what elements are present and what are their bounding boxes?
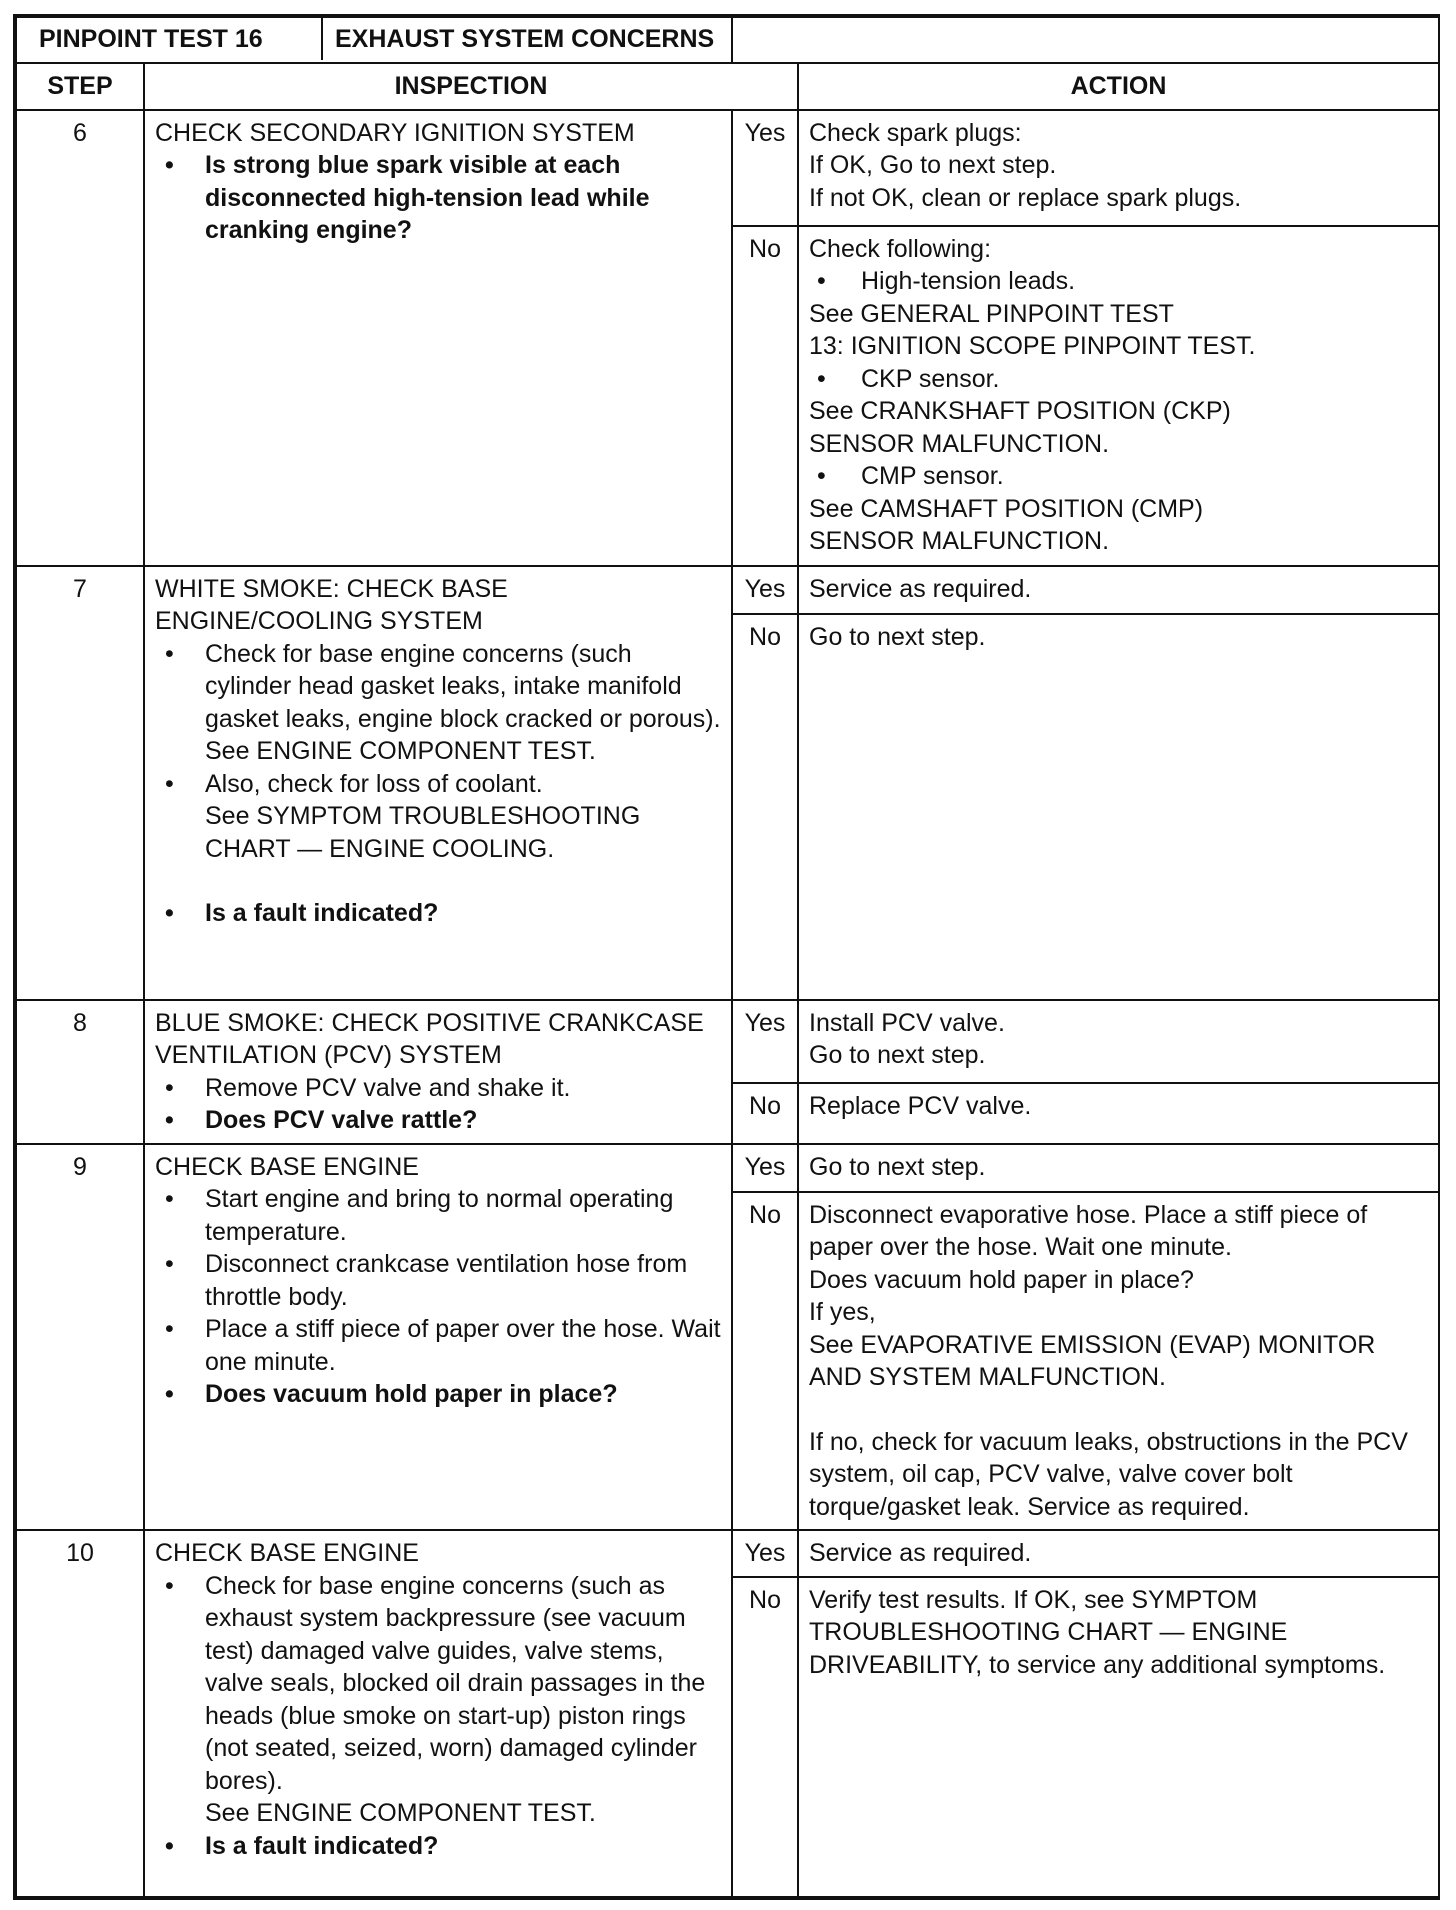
step-6-inspection [144, 110, 732, 566]
reference-text: See ENGINE COMPONENT TEST. [205, 737, 596, 765]
yes-label: Yes [732, 1144, 798, 1192]
action-line: SENSOR MALFUNCTION. [809, 429, 1110, 458]
inspection-bullet [155, 638, 721, 768]
yes-label: Yes [732, 1000, 798, 1083]
action-line: See CAMSHAFT POSITION (CMP) [809, 494, 1204, 523]
step-number: 7 [16, 566, 144, 1000]
inspection-question: • Is a fault indicated? [155, 1830, 721, 1863]
inspection-bullet: • Start engine and bring to normal operating temperature. [155, 1183, 721, 1248]
action-line: See EVAPORATIVE EMISSION (EVAP) MONITOR AND SYSTEM MALFUNCTION. [809, 1330, 1376, 1391]
test-label: PINPOINT TEST 16 [17, 18, 323, 60]
step-9-yes-row [16, 1144, 1439, 1192]
step-10-inspection [144, 1530, 732, 1897]
pinpoint-test-table [15, 16, 1440, 1898]
step-10-yes-row [16, 1530, 1439, 1577]
step-8-inspection [144, 1000, 732, 1144]
column-header-row [16, 63, 1439, 110]
action-line: Go to next step. [809, 1041, 986, 1069]
action-line: Install PCV valve. [809, 1008, 1005, 1037]
inspection-bullet [155, 1570, 721, 1830]
action-line: Does vacuum hold paper in place? [809, 1265, 1194, 1294]
yes-action: Go to next step. [798, 1144, 1439, 1192]
bullet-text: Check for base engine concerns (such as exhaust system backpressure (see vacuum test) damaged valve guides, valve stems, valve seals, blocked oil drain passages in the heads (blue smoke on start-up) piston rings (not seated, seized, worn) damaged cylinder bores). [205, 1571, 706, 1795]
no-label: No [732, 1083, 798, 1144]
action-line: See GENERAL PINPOINT TEST [809, 299, 1174, 328]
action-line: If yes, [809, 1298, 876, 1326]
yes-label: Yes [732, 566, 798, 614]
yes-action: Service as required. [798, 1530, 1439, 1577]
step-7-inspection [144, 566, 732, 1000]
no-label: No [732, 1192, 798, 1531]
inspection-title: CHECK SECONDARY IGNITION SYSTEM [155, 118, 635, 147]
inspection-title: CHECK BASE ENGINE [155, 1539, 419, 1567]
col-header-step: STEP [16, 63, 144, 110]
bullet-text: Also, check for loss of coolant. [205, 769, 543, 798]
yes-action [798, 110, 1439, 226]
step-number: 6 [16, 110, 144, 566]
inspection-title: CHECK BASE ENGINE [155, 1152, 419, 1181]
step-number: 10 [16, 1530, 144, 1897]
no-action: Verify test results. If OK, see SYMPTOM TROUBLESHOOTING CHART — ENGINE DRIVEABILITY, to service any additional symptoms. [798, 1577, 1439, 1897]
inspection-question: • Does PCV valve rattle? [155, 1104, 721, 1137]
bullet-text: Check for base engine concerns (such cylinder head gasket leaks, intake manifold gasket leaks, engine block cracked or porous). [205, 639, 721, 733]
action-bullet: • CMP sensor. [809, 460, 1428, 493]
action-line: Disconnect evaporative hose. Place a stiff piece of paper over the hose. Wait one minute. [809, 1200, 1368, 1261]
action-bullet: • CKP sensor. [809, 363, 1428, 396]
action-line: See CRANKSHAFT POSITION (CKP) [809, 397, 1231, 425]
no-label: No [732, 226, 798, 566]
no-action [798, 1192, 1439, 1531]
inspection-bullet: • Disconnect crankcase ventilation hose from throttle body. [155, 1248, 721, 1313]
title-spacer [732, 17, 1439, 63]
yes-action [798, 1000, 1439, 1083]
no-action: Go to next step. [798, 614, 1439, 1000]
action-line: If OK, Go to next step. [809, 151, 1057, 179]
inspection-question: • Is strong blue spark visible at each disconnected high-tension lead while cranking engine? [155, 149, 721, 247]
yes-action: Service as required. [798, 566, 1439, 614]
test-title: EXHAUST SYSTEM CONCERNS [335, 24, 715, 53]
action-line: If not OK, clean or replace spark plugs. [809, 183, 1242, 212]
pinpoint-test-document [13, 14, 1440, 1900]
reference-text: See ENGINE COMPONENT TEST. [205, 1799, 596, 1827]
action-line: 13: IGNITION SCOPE PINPOINT TEST. [809, 332, 1256, 360]
action-line: Check spark plugs: [809, 118, 1022, 147]
yes-label: Yes [732, 1530, 798, 1577]
step-number: 8 [16, 1000, 144, 1144]
yes-label: Yes [732, 110, 798, 226]
no-action: Replace PCV valve. [798, 1083, 1439, 1144]
action-line: Check following: [809, 234, 992, 263]
action-line: SENSOR MALFUNCTION. [809, 527, 1110, 555]
step-number: 9 [16, 1144, 144, 1531]
title-cell [16, 17, 732, 63]
step-8-yes-row [16, 1000, 1439, 1083]
inspection-title: BLUE SMOKE: CHECK POSITIVE CRANKCASE VENTILATION (PCV) SYSTEM [155, 1008, 704, 1069]
col-header-action: ACTION [798, 63, 1439, 110]
inspection-question: • Is a fault indicated? [155, 897, 721, 930]
step-6-yes-row [16, 110, 1439, 226]
action-line: If no, check for vacuum leaks, obstructions in the PCV system, oil cap, PCV valve, valve cover bolt torque/gasket leak. Service as required. [809, 1427, 1408, 1521]
inspection-bullet [155, 768, 721, 866]
reference-text: See SYMPTOM TROUBLESHOOTING CHART — ENGINE COOLING. [205, 802, 641, 863]
inspection-bullet: • Place a stiff piece of paper over the hose. Wait one minute. [155, 1313, 721, 1378]
no-label: No [732, 614, 798, 1000]
inspection-bullet: • Remove PCV valve and shake it. [155, 1072, 721, 1105]
step-9-inspection [144, 1144, 732, 1531]
no-label: No [732, 1577, 798, 1897]
col-header-inspection: INSPECTION [144, 63, 798, 110]
no-action [798, 226, 1439, 566]
inspection-question: • Does vacuum hold paper in place? [155, 1378, 721, 1411]
step-7-yes-row [16, 566, 1439, 614]
title-row [16, 17, 1439, 63]
action-bullet: • High-tension leads. [809, 265, 1428, 298]
inspection-title: WHITE SMOKE: CHECK BASE ENGINE/COOLING SYSTEM [155, 574, 508, 635]
